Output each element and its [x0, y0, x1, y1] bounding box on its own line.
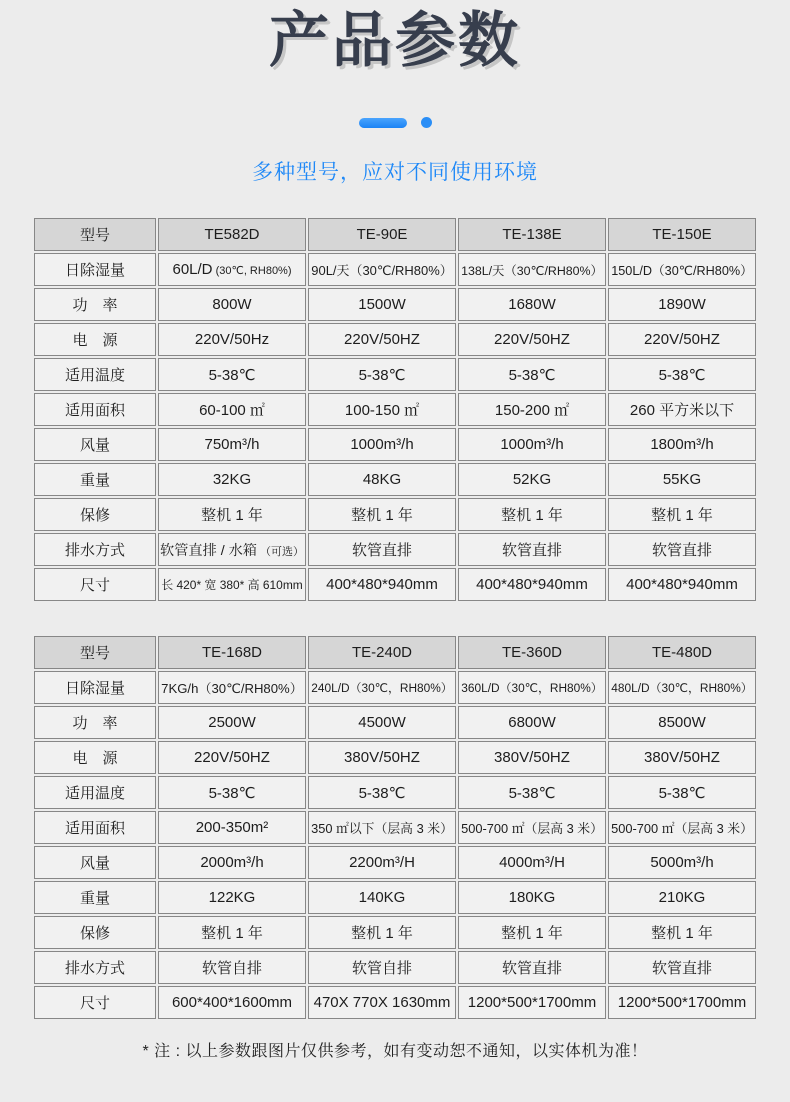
spec-label-cell: 功 率 — [34, 288, 156, 321]
spec-value-cell: 5-38℃ — [158, 776, 306, 809]
table-row — [34, 253, 756, 286]
spec-value-cell: 380V/50HZ — [608, 741, 756, 774]
table-row — [34, 533, 756, 566]
model-name-cell: TE-138E — [458, 218, 606, 251]
spec-value-cell: 52KG — [458, 463, 606, 496]
table-row — [34, 986, 756, 1019]
spec-value-cell: 400*480*940mm — [608, 568, 756, 601]
spec-value-cell: 6800W — [458, 706, 606, 739]
spec-label-cell: 适用温度 — [34, 776, 156, 809]
title-divider — [0, 117, 790, 128]
spec-value-cell: 4000m³/H — [458, 846, 606, 879]
spec-value-cell: 1000m³/h — [458, 428, 606, 461]
page-subtitle: 多种型号，应对不同使用环境 — [252, 161, 538, 184]
spec-value-cell: 180KG — [458, 881, 606, 914]
spec-value-cell: 软管直排 — [608, 951, 756, 984]
spec-value-cell: 1200*500*1700mm — [458, 986, 606, 1019]
spec-value-cell: 210KG — [608, 881, 756, 914]
spec-value-cell: 240L/D（30℃，RH80%） — [308, 671, 456, 704]
spec-value-cell: 5-38℃ — [608, 358, 756, 391]
spec-value-cell: 整机 1 年 — [158, 498, 306, 531]
spec-value-cell: 7KG/h（30℃/RH80%） — [158, 671, 306, 704]
table-row — [34, 393, 756, 426]
footer-note: * 注 : 以上参数跟图片仅供参考，如有变动恕不通知，以实体机为准！ — [142, 1043, 648, 1060]
spec-table-1 — [32, 216, 758, 603]
spec-label-cell: 保修 — [34, 498, 156, 531]
spec-value-cell: 140KG — [308, 881, 456, 914]
spec-value-cell: 1000m³/h — [308, 428, 456, 461]
model-header-row — [34, 218, 756, 251]
spec-value-cell: 1800m³/h — [608, 428, 756, 461]
spec-label-cell: 风量 — [34, 846, 156, 879]
page-title: 产品参数 — [269, 7, 521, 74]
spec-table-2 — [32, 634, 758, 1021]
table-row — [34, 463, 756, 496]
spec-value-cell: 220V/50Hz — [158, 323, 306, 356]
spec-value-cell: 55KG — [608, 463, 756, 496]
table-row — [34, 776, 756, 809]
spec-value-cell: 软管直排 — [308, 533, 456, 566]
spec-value-cell: 1680W — [458, 288, 606, 321]
spec-value-cell: 480L/D（30℃，RH80%） — [608, 671, 756, 704]
spec-value-cell: 260 平方米以下 — [608, 393, 756, 426]
spec-label-cell: 日除湿量 — [34, 671, 156, 704]
spec-value-cell: 122KG — [158, 881, 306, 914]
spec-value-cell: 500-700 ㎡（层高 3 米） — [458, 811, 606, 844]
spec-value-cell: 400*480*940mm — [308, 568, 456, 601]
table-row — [34, 568, 756, 601]
spec-value-cell: 60L/D (30℃, RH80%) — [158, 253, 306, 286]
spec-value-cell: 100-150 ㎡ — [308, 393, 456, 426]
spec-value-cell: 500-700 ㎡（层高 3 米） — [608, 811, 756, 844]
spec-label-cell: 适用面积 — [34, 393, 156, 426]
header-label-cell: 型号 — [34, 218, 156, 251]
divider-dot-icon — [421, 117, 432, 128]
spec-value-cell: 整机 1 年 — [308, 498, 456, 531]
spec-label-cell: 尺寸 — [34, 986, 156, 1019]
spec-label-cell: 保修 — [34, 916, 156, 949]
spec-value-cell: 1500W — [308, 288, 456, 321]
spec-value-cell: 380V/50HZ — [458, 741, 606, 774]
spec-value-cell: 220V/50HZ — [608, 323, 756, 356]
table-row — [34, 671, 756, 704]
spec-value-cell: 软管直排 — [458, 533, 606, 566]
spec-label-cell: 电 源 — [34, 323, 156, 356]
spec-value-cell: 长 420* 宽 380* 高 610mm — [158, 568, 306, 601]
spec-label-cell: 重量 — [34, 881, 156, 914]
spec-value-cell: 软管直排 — [608, 533, 756, 566]
table-row — [34, 706, 756, 739]
spec-value-cell: 150-200 ㎡ — [458, 393, 606, 426]
spec-value-cell: 200-350m² — [158, 811, 306, 844]
spec-value-cell: 220V/50HZ — [308, 323, 456, 356]
spec-value-cell: 整机 1 年 — [458, 498, 606, 531]
table-row — [34, 741, 756, 774]
spec-value-cell: 400*480*940mm — [458, 568, 606, 601]
table-row — [34, 881, 756, 914]
spec-label-cell: 日除湿量 — [34, 253, 156, 286]
spec-value-cell: 800W — [158, 288, 306, 321]
model-name-cell: TE-480D — [608, 636, 756, 669]
spec-value-cell: 5-38℃ — [308, 776, 456, 809]
spec-value-cell: 138L/天（30℃/RH80%） — [458, 253, 606, 286]
spec-value-cell: 5000m³/h — [608, 846, 756, 879]
spec-label-cell: 排水方式 — [34, 951, 156, 984]
spec-value-cell: 软管直排 — [458, 951, 606, 984]
spec-value-cell: 2200m³/H — [308, 846, 456, 879]
header-label-cell: 型号 — [34, 636, 156, 669]
table-row — [34, 916, 756, 949]
model-name-cell: TE-150E — [608, 218, 756, 251]
spec-value-cell: 750m³/h — [158, 428, 306, 461]
table-row — [34, 498, 756, 531]
spec-value-cell: 软管直排 / 水箱 （可选） — [158, 533, 306, 566]
spec-label-cell: 电 源 — [34, 741, 156, 774]
spec-value-cell: 整机 1 年 — [608, 916, 756, 949]
model-name-cell: TE-90E — [308, 218, 456, 251]
spec-value-cell: 350 ㎡以下（层高 3 米） — [308, 811, 456, 844]
spec-value-cell: 470X 770X 1630mm — [308, 986, 456, 1019]
spec-label-cell: 风量 — [34, 428, 156, 461]
spec-value-cell: 整机 1 年 — [308, 916, 456, 949]
spec-value-cell: 150L/D（30℃/RH80%） — [608, 253, 756, 286]
spec-value-cell: 5-38℃ — [608, 776, 756, 809]
table-row — [34, 358, 756, 391]
page-header — [0, 0, 790, 185]
spec-label-cell: 重量 — [34, 463, 156, 496]
table-row — [34, 323, 756, 356]
spec-value-cell: 2500W — [158, 706, 306, 739]
spec-value-cell: 1200*500*1700mm — [608, 986, 756, 1019]
spec-value-cell: 整机 1 年 — [608, 498, 756, 531]
model-name-cell: TE-240D — [308, 636, 456, 669]
table-row — [34, 951, 756, 984]
spec-label-cell: 适用温度 — [34, 358, 156, 391]
table-row — [34, 428, 756, 461]
spec-value-cell: 1890W — [608, 288, 756, 321]
spec-value-cell: 5-38℃ — [458, 358, 606, 391]
model-header-row — [34, 636, 756, 669]
spec-value-cell: 90L/天（30℃/RH80%） — [308, 253, 456, 286]
spec-value-cell: 32KG — [158, 463, 306, 496]
spec-value-cell: 软管自排 — [308, 951, 456, 984]
spec-value-cell: 60-100 ㎡ — [158, 393, 306, 426]
spec-value-cell: 5-38℃ — [458, 776, 606, 809]
table-row — [34, 846, 756, 879]
spec-value-cell: 整机 1 年 — [458, 916, 606, 949]
spec-value-cell: 4500W — [308, 706, 456, 739]
spec-value-cell: 48KG — [308, 463, 456, 496]
spec-value-cell: 220V/50HZ — [158, 741, 306, 774]
model-name-cell: TE-360D — [458, 636, 606, 669]
spec-value-cell: 360L/D（30℃，RH80%） — [458, 671, 606, 704]
spec-label-cell: 尺寸 — [34, 568, 156, 601]
table-row — [34, 288, 756, 321]
spec-label-cell: 排水方式 — [34, 533, 156, 566]
spec-value-cell: 整机 1 年 — [158, 916, 306, 949]
spec-value-cell: 5-38℃ — [158, 358, 306, 391]
divider-bar-icon — [359, 118, 407, 128]
spec-value-cell: 8500W — [608, 706, 756, 739]
spec-label-cell: 功 率 — [34, 706, 156, 739]
spec-label-cell: 适用面积 — [34, 811, 156, 844]
spec-value-cell: 2000m³/h — [158, 846, 306, 879]
model-name-cell: TE-168D — [158, 636, 306, 669]
spec-value-cell: 220V/50HZ — [458, 323, 606, 356]
spec-value-cell: 380V/50HZ — [308, 741, 456, 774]
spec-value-cell: 5-38℃ — [308, 358, 456, 391]
spec-value-cell: 软管自排 — [158, 951, 306, 984]
model-name-cell: TE582D — [158, 218, 306, 251]
table-row — [34, 811, 756, 844]
spec-value-cell: 600*400*1600mm — [158, 986, 306, 1019]
